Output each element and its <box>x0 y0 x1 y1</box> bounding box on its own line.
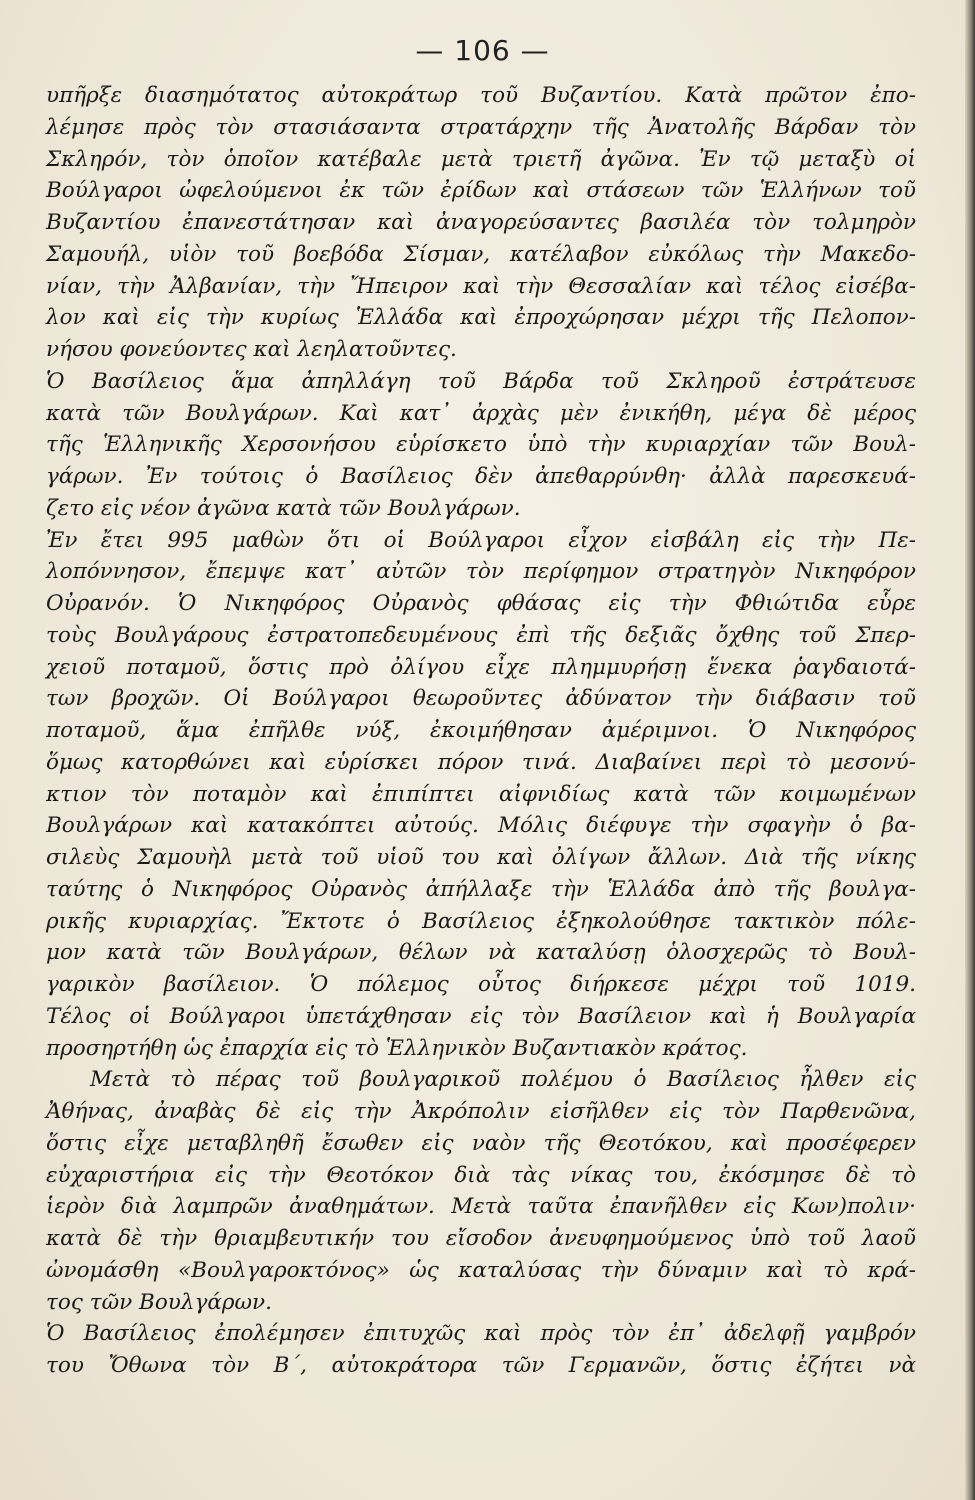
body-text <box>46 80 916 1382</box>
text-line: ὅμως κατορθώνει καὶ εὑρίσκει πόρον τινά. Διαβαίνει περὶ τὸ μεσονύ- <box>46 749 916 775</box>
text-line: Σαμουήλ, υἱὸν τοῦ βοεβόδα Σίσμαν, κατέλαβον εὐκόλως τὴν Μακεδο- <box>46 241 916 267</box>
text-line: σιλεὺς Σαμουὴλ μετὰ τοῦ υἱοῦ του καὶ ὀλίγων ἄλλων. Διὰ τῆς νίκης <box>46 845 916 870</box>
text-line: χειοῦ ποταμοῦ, ὅστις πρὸ ὀλίγου εἶχε πλημμυρήσῃ ἕνεκα ῥαγδαιοτά- <box>46 654 916 680</box>
text-line: Ὁ Βασίλειος ἅμα ἀπηλλάγη τοῦ Βάρδα τοῦ Σκληροῦ ἐστράτευσε <box>46 368 916 394</box>
text-line: Βυζαντίου ἐπανεστάτησαν καὶ ἀναγορεύσαντες βασιλέα τὸν τολμηρὸν <box>46 210 916 235</box>
text-line: προσηρτήθη ὡς ἐπαρχία εἰς τὸ Ἑλληνικὸν Βυζαντιακὸν κράτος. <box>46 1035 748 1061</box>
text-line: τοὺς Βουλγάρους ἐστρατοπεδευμένους ἐπὶ τῆς δεξιᾶς ὄχθης τοῦ Σπερ- <box>46 622 916 648</box>
text-line: λον καὶ εἰς τὴν κυρίως Ἑλλάδα καὶ ἐπροχώρησαν μέχρι τῆς Πελοπον- <box>46 305 916 331</box>
text-line: τῆς Ἑλληνικῆς Χερσονήσου εὑρίσκετο ὑπὸ τὴν κυριαρχίαν τῶν Βουλ- <box>46 432 916 458</box>
text-line: του Ὄθωνα τὸν Β΄, αὐτοκράτορα τῶν Γερμανῶν, ὅστις ἐζήτει νὰ <box>46 1353 916 1378</box>
text-line: ὅστις εἶχε μεταβληθῆ ἔσωθεν εἰς ναὸν τῆς Θεοτόκου, καὶ προσέφερεν <box>46 1130 916 1156</box>
text-line: νήσου φονεύοντες καὶ λεηλατοῦντες. <box>46 337 457 362</box>
page-number: — 106 — <box>415 34 550 67</box>
text-line: μον κατὰ τῶν Βουλγάρων, θέλων νὰ καταλύσῃ ὁλοσχερῶς τὸ Βουλ- <box>46 940 916 966</box>
text-line: ἱερὸν διὰ λαμπρῶν ἀναθημάτων. Μετὰ ταῦτα ἐπανῆλθεν εἰς Κων)πολιν· <box>46 1194 916 1220</box>
text-line: υπῆρξε διασημότατος αὐτοκράτωρ τοῦ Βυζαντίου. Κατὰ πρῶτον ἐπο- <box>46 83 916 108</box>
text-line: Σκληρόν, τὸν ὁποῖον κατέβαλε μετὰ τριετῆ ἀγῶνα. Ἐν τῷ μεταξὺ οἱ <box>46 146 916 172</box>
text-line: των βροχῶν. Οἱ Βούλγαροι θεωροῦντες ἀδύνατον τὴν διάβασιν τοῦ <box>46 686 916 712</box>
text-line: Τέλος οἱ Βούλγαροι ὑπετάχθησαν εἰς τὸν Βασίλειον καὶ ἡ Βουλγαρία <box>46 1003 916 1029</box>
text-line: κατὰ τῶν Βουλγάρων. Καὶ κατ᾽ ἀρχὰς μὲν ἐνικήθη, μέγα δὲ μέρος <box>46 400 916 426</box>
text-line: λέμησε πρὸς τὸν στασιάσαντα στρατάρχην τῆς Ἀνατολῆς Βάρδαν τὸν <box>46 114 916 140</box>
text-line: ποταμοῦ, ἅμα ἐπῆλθε νύξ, ἐκοιμήθησαν ἀμέριμνοι. Ὁ Νικηφόρος <box>46 718 916 743</box>
text-line: Ἐν ἔτει 995 μαθὼν ὅτι οἱ Βούλγαροι εἶχον εἰσβάλη εἰς τὴν Πε- <box>46 527 916 553</box>
text-line: Ἀθήνας, ἀναβὰς δὲ εἰς τὴν Ἀκρόπολιν εἰσῆλθεν εἰς τὸν Παρθενῶνα, <box>46 1099 916 1124</box>
text-line: Βουλγάρων καὶ κατακόπτει αὐτούς. Μόλις διέφυγε τὴν σφαγὴν ὁ βα- <box>46 813 916 839</box>
text-line: κτιον τὸν ποταμὸν καὶ ἐπιπίπτει αἰφνιδίως κατὰ τῶν κοιμωμένων <box>46 781 916 807</box>
page-edge-shadow <box>965 0 975 1500</box>
text-line: Ὁ Βασίλειος ἐπολέμησεν ἐπιτυχῶς καὶ πρὸς τὸν ἐπ᾽ ἀδελφῇ γαμβρόν <box>46 1321 916 1347</box>
text-line: λοπόννησον, ἔπεμψε κατ᾽ αὐτῶν τὸν περίφημον στρατηγὸν Νικηφόρον <box>46 559 916 585</box>
text-line: τος τῶν Βουλγάρων. <box>46 1289 272 1315</box>
text-line: ζετο εἰς νέον ἀγῶνα κατὰ τῶν Βουλγάρων. <box>46 495 521 521</box>
text-line: νίαν, τὴν Ἀλβανίαν, τὴν Ἤπειρον καὶ τὴν Θεσσαλίαν καὶ τέλος εἰσέβα- <box>46 273 916 299</box>
text-line: Μετὰ τὸ πέρας τοῦ βουλγαρικοῦ πολέμου ὁ Βασίλειος ἦλθεν εἰς <box>90 1067 916 1093</box>
text-line: ταύτης ὁ Νικηφόρος Οὐρανὸς ἀπήλλαξε τὴν Ἑλλάδα ἀπὸ τῆς βουλγα- <box>46 876 916 902</box>
text-line: Οὐρανόν. Ὁ Νικηφόρος Οὐρανὸς φθάσας εἰς τὴν Φθιώτιδα εὗρε <box>46 591 916 616</box>
text-line: εὐχαριστήρια εἰς τὴν Θεοτόκον διὰ τὰς νίκας του, ἐκόσμησε δὲ τὸ <box>46 1162 916 1188</box>
text-line: Βούλγαροι ὠφελούμενοι ἐκ τῶν ἐρίδων καὶ στάσεων τῶν Ἑλλήνων τοῦ <box>46 178 916 204</box>
text-line: ρικῆς κυριαρχίας. Ἔκτοτε ὁ Βασίλειος ἐξηκολούθησε τακτικὸν πόλε- <box>46 908 916 934</box>
text-line: γαρικὸν βασίλειον. Ὁ πόλεμος οὗτος διήρκεσε μέχρι τοῦ 1019. <box>46 972 916 997</box>
text-line: ὠνομάσθη «Βουλγαροκτόνος» ὡς καταλύσας τὴν δύναμιν καὶ τὸ κρά- <box>46 1257 916 1283</box>
text-line: γάρων. Ἐν τούτοις ὁ Βασίλειος δὲν ἀπεθαρρύνθη· ἀλλὰ παρεσκευά- <box>46 464 916 489</box>
text-line: κατὰ δὲ τὴν θριαμβευτικήν του εἴσοδον ἀνευφημούμενος ὑπὸ τοῦ λαοῦ <box>46 1226 916 1251</box>
